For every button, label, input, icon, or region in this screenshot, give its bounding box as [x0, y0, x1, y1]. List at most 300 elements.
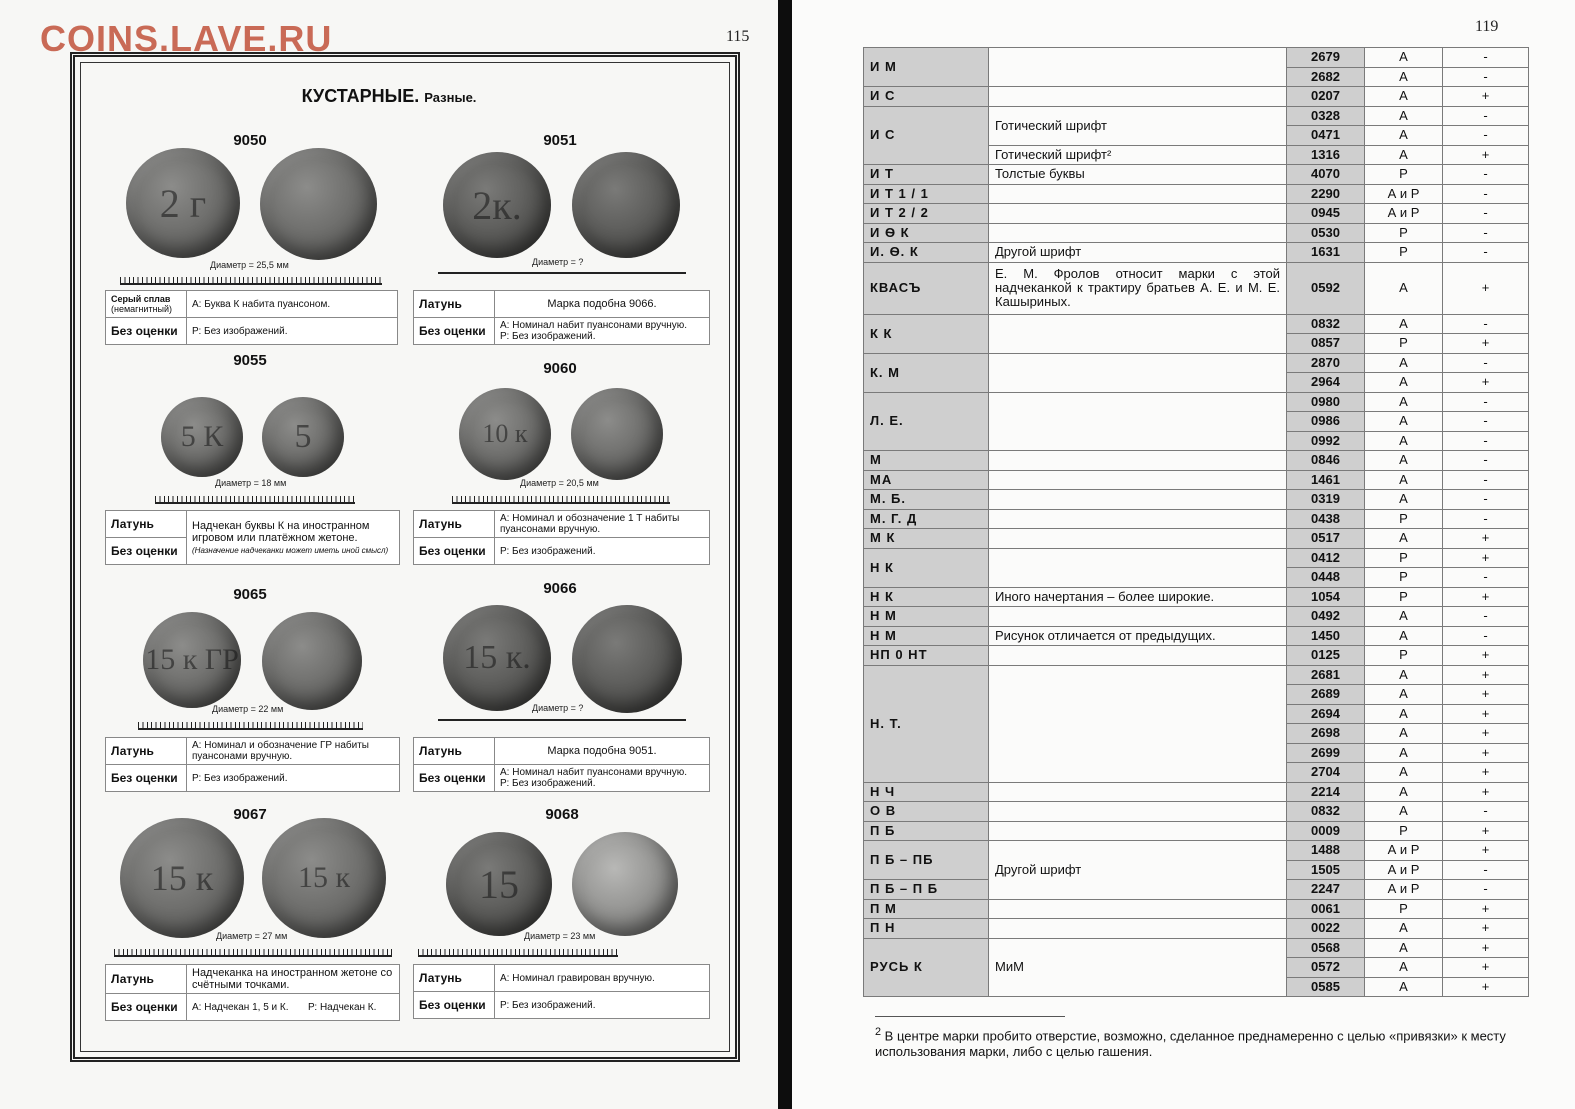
catalog-number-cell: 2698	[1287, 724, 1365, 744]
metal: Латунь	[414, 511, 495, 538]
metal: Латунь	[106, 511, 187, 538]
coin-number: 9065	[233, 586, 267, 603]
type-cell: А	[1365, 373, 1443, 393]
type-cell: Р	[1365, 223, 1443, 243]
coin-obverse: 10 к	[459, 388, 551, 480]
catalog-number-cell: 0945	[1287, 204, 1365, 224]
coin-info-table	[413, 290, 710, 345]
type-cell: А	[1365, 48, 1443, 68]
type-cell: А	[1365, 431, 1443, 451]
mark-cell: И Т 2 / 2	[864, 204, 989, 224]
left-page	[0, 0, 778, 1109]
catalog-number-cell: 4070	[1287, 165, 1365, 185]
table-row	[864, 509, 1529, 529]
coin-number: 9068	[545, 806, 579, 823]
catalog-number-cell: 0207	[1287, 87, 1365, 107]
flag-cell: +	[1443, 665, 1529, 685]
coin-number: 9067	[233, 806, 267, 823]
type-cell: А	[1365, 412, 1443, 432]
type-cell: Р	[1365, 165, 1443, 185]
catalog-number-cell: 0009	[1287, 821, 1365, 841]
type-cell: Р	[1365, 548, 1443, 568]
catalog-number-cell: 2699	[1287, 743, 1365, 763]
type-cell: Р	[1365, 587, 1443, 607]
description-cell	[989, 899, 1287, 919]
description-cell	[989, 223, 1287, 243]
mark-cell: МА	[864, 470, 989, 490]
footnote-divider	[875, 1016, 1065, 1017]
table-row	[864, 353, 1529, 373]
table-row	[864, 165, 1529, 185]
mark-cell: Н. Т.	[864, 665, 989, 782]
flag-cell: +	[1443, 704, 1529, 724]
catalog-number-cell: 2704	[1287, 763, 1365, 783]
mark-cell: Н К	[864, 548, 989, 587]
coin-reverse: 5	[262, 397, 344, 477]
description-cell: Другой шрифт	[989, 841, 1287, 900]
table-row	[864, 821, 1529, 841]
type-cell: А	[1365, 743, 1443, 763]
flag-cell: +	[1443, 548, 1529, 568]
diameter: Диаметр = 23 мм	[524, 931, 596, 941]
description-cell	[989, 48, 1287, 87]
grade: Без оценки	[106, 318, 187, 345]
divider	[438, 719, 686, 721]
table-row	[864, 802, 1529, 822]
mark-cell: КВАСЪ	[864, 262, 989, 314]
coin-reverse	[571, 388, 663, 480]
flag-cell: -	[1443, 802, 1529, 822]
desc-line: Р: Без изображений.	[495, 538, 710, 565]
type-cell: А и Р	[1365, 204, 1443, 224]
type-cell: Р	[1365, 899, 1443, 919]
flag-cell: +	[1443, 145, 1529, 165]
flag-cell: -	[1443, 314, 1529, 334]
flag-cell: +	[1443, 899, 1529, 919]
marks-table	[863, 47, 1529, 997]
type-cell: А	[1365, 106, 1443, 126]
watermark: COINS.LAVE.RU	[40, 18, 333, 59]
description-cell	[989, 802, 1287, 822]
grade: Без оценки	[414, 765, 495, 792]
mark-cell: П Б – П Б	[864, 880, 989, 900]
coin-reverse	[572, 832, 678, 936]
coin-reverse	[260, 148, 377, 260]
diameter: Диаметр = 20,5 мм	[520, 478, 599, 488]
type-cell: А	[1365, 262, 1443, 314]
catalog-number-cell: 0846	[1287, 451, 1365, 471]
desc-line: А: Номинал набит пуансонами вручную. Р: Без изображений.	[495, 318, 710, 345]
catalog-number-cell: 0448	[1287, 568, 1365, 588]
type-cell: Р	[1365, 243, 1443, 263]
metal: Латунь	[414, 291, 495, 318]
grade: Без оценки	[414, 992, 495, 1019]
catalog-number-cell: 1631	[1287, 243, 1365, 263]
flag-cell: -	[1443, 470, 1529, 490]
catalog-number-cell: 2870	[1287, 353, 1365, 373]
diameter: Диаметр = ?	[532, 703, 584, 713]
mark-cell: И М	[864, 48, 989, 87]
catalog-number-cell: 2964	[1287, 373, 1365, 393]
flag-cell: +	[1443, 977, 1529, 997]
flag-cell: -	[1443, 67, 1529, 87]
description-cell: МиМ	[989, 938, 1287, 997]
flag-cell: +	[1443, 334, 1529, 354]
type-cell: А и Р	[1365, 184, 1443, 204]
flag-cell: +	[1443, 646, 1529, 666]
catalog-number-cell: 0572	[1287, 958, 1365, 978]
type-cell: А	[1365, 938, 1443, 958]
coin-number: 9051	[543, 132, 577, 149]
catalog-number-cell: 0061	[1287, 899, 1365, 919]
catalog-number-cell: 0832	[1287, 802, 1365, 822]
mark-cell: М К	[864, 529, 989, 549]
description-cell	[989, 451, 1287, 471]
mark-cell: И С	[864, 106, 989, 165]
type-cell: А	[1365, 724, 1443, 744]
mark-cell: К К	[864, 314, 989, 353]
diameter: Диаметр = 22 мм	[212, 704, 284, 714]
type-cell: А	[1365, 626, 1443, 646]
type-cell: А	[1365, 919, 1443, 939]
type-cell: А	[1365, 87, 1443, 107]
flag-cell: +	[1443, 821, 1529, 841]
table-row	[864, 490, 1529, 510]
catalog-number-cell: 0592	[1287, 262, 1365, 314]
table-row	[864, 919, 1529, 939]
description-cell	[989, 919, 1287, 939]
type-cell: А	[1365, 314, 1443, 334]
table-row	[864, 314, 1529, 334]
table-row	[864, 451, 1529, 471]
flag-cell: -	[1443, 568, 1529, 588]
diameter: Диаметр = 18 мм	[215, 478, 287, 488]
description-cell: Готический шрифт	[989, 106, 1287, 145]
subtitle: Разные.	[424, 90, 477, 105]
desc-line: Р: Без изображений.	[187, 765, 400, 792]
flag-cell: -	[1443, 860, 1529, 880]
page-number: 119	[1475, 18, 1499, 35]
coin-reverse	[572, 605, 682, 713]
metal: Латунь	[414, 965, 495, 992]
catalog-number-cell: 0986	[1287, 412, 1365, 432]
catalog-number-cell: 1488	[1287, 841, 1365, 861]
description-cell	[989, 87, 1287, 107]
coin-obverse: 15 к.	[443, 605, 551, 711]
description-cell: Рисунок отличается от предыдущих.	[989, 626, 1287, 646]
type-cell: А	[1365, 802, 1443, 822]
description-cell	[989, 392, 1287, 451]
type-cell: Р	[1365, 509, 1443, 529]
mark-cell: П Б – ПБ	[864, 841, 989, 880]
flag-cell: -	[1443, 106, 1529, 126]
table-row	[864, 392, 1529, 412]
mark-cell: И Т 1 / 1	[864, 184, 989, 204]
mark-cell: М. Б.	[864, 490, 989, 510]
flag-cell: +	[1443, 587, 1529, 607]
type-cell: А и Р	[1365, 841, 1443, 861]
diameter: Диаметр = 25,5 мм	[210, 260, 289, 270]
flag-cell: -	[1443, 243, 1529, 263]
desc-line: А: Номинал гравирован вручную.	[495, 965, 710, 992]
type-cell: А	[1365, 958, 1443, 978]
coin-obverse: 5 К	[161, 397, 243, 477]
catalog-number-cell: 1461	[1287, 470, 1365, 490]
description-cell	[989, 646, 1287, 666]
description-cell	[989, 665, 1287, 782]
description-cell	[989, 548, 1287, 587]
grade: Без оценки	[106, 994, 187, 1021]
table-row	[864, 243, 1529, 263]
mark-cell: И Ѳ К	[864, 223, 989, 243]
type-cell: А	[1365, 451, 1443, 471]
section-title	[0, 86, 778, 107]
description-cell: Другой шрифт	[989, 243, 1287, 263]
description-cell	[989, 821, 1287, 841]
description-cell	[989, 470, 1287, 490]
type-cell: Р	[1365, 334, 1443, 354]
mark-cell: Л. Е.	[864, 392, 989, 451]
coin-obverse: 15	[446, 832, 552, 936]
ruler	[418, 945, 618, 957]
table-row	[864, 548, 1529, 568]
mark-cell: Н К	[864, 587, 989, 607]
catalog-number-cell: 0857	[1287, 334, 1365, 354]
description-cell	[989, 204, 1287, 224]
type-cell: А	[1365, 685, 1443, 705]
description-cell: Е. М. Фролов относит марки с этой надчеканкой к трактиру братьев А. Е. и М. Е. Кашыриных.	[989, 262, 1287, 314]
flag-cell: +	[1443, 87, 1529, 107]
catalog-number-cell: 1316	[1287, 145, 1365, 165]
type-cell: Р	[1365, 646, 1443, 666]
table-row	[864, 204, 1529, 224]
mark-cell: И Т	[864, 165, 989, 185]
description-cell	[989, 184, 1287, 204]
catalog-number-cell: 0530	[1287, 223, 1365, 243]
catalog-number-cell: 0125	[1287, 646, 1365, 666]
flag-cell: +	[1443, 743, 1529, 763]
type-cell: А	[1365, 392, 1443, 412]
description-cell: Готический шрифт²	[989, 145, 1287, 165]
flag-cell: +	[1443, 938, 1529, 958]
desc-line: Надчекан буквы К на иностранном игровом или платёжном жетоне. (Назначение надчеканки может иметь иной смысл)	[187, 511, 400, 565]
mark-cell: О В	[864, 802, 989, 822]
metal: Латунь	[106, 965, 187, 994]
ruler	[114, 945, 392, 957]
coin-info-table	[105, 510, 400, 565]
desc-line: А: Буква К набита пуансоном.	[187, 291, 398, 318]
flag-cell: +	[1443, 724, 1529, 744]
table-row	[864, 938, 1529, 958]
mark-cell: И С	[864, 87, 989, 107]
description-cell	[989, 782, 1287, 802]
catalog-number-cell: 0832	[1287, 314, 1365, 334]
catalog-number-cell: 2681	[1287, 665, 1365, 685]
diameter: Диаметр = 27 мм	[216, 931, 288, 941]
coin-reverse: 15 к	[262, 818, 386, 938]
mark-cell: П Б	[864, 821, 989, 841]
table-row	[864, 529, 1529, 549]
desc-line: А: Номинал и обозначение 1 Т набиты пуансонами вручную.	[495, 511, 710, 538]
ruler	[452, 492, 670, 504]
type-cell: А и Р	[1365, 880, 1443, 900]
catalog-number-cell: 0438	[1287, 509, 1365, 529]
type-cell: А	[1365, 782, 1443, 802]
right-page	[792, 0, 1575, 1109]
desc-line: А: Надчекан 1, 5 и К. Р: Надчекан К.	[187, 994, 400, 1021]
flag-cell: -	[1443, 607, 1529, 627]
catalog-number-cell: 0585	[1287, 977, 1365, 997]
coin-obverse: 2 г	[126, 148, 240, 258]
type-cell: А	[1365, 490, 1443, 510]
table-row	[864, 782, 1529, 802]
coin-info-table	[105, 737, 400, 792]
metal: Латунь	[106, 738, 187, 765]
catalog-number-cell: 2679	[1287, 48, 1365, 68]
catalog-number-cell: 2290	[1287, 184, 1365, 204]
flag-cell: -	[1443, 626, 1529, 646]
flag-cell: -	[1443, 353, 1529, 373]
catalog-number-cell: 0319	[1287, 490, 1365, 510]
flag-cell: +	[1443, 763, 1529, 783]
catalog-number-cell: 1505	[1287, 860, 1365, 880]
mark-cell: И. Ѳ. К	[864, 243, 989, 263]
table-row	[864, 262, 1529, 314]
desc-line: Марка подобна 9066.	[495, 291, 710, 318]
table-row	[864, 841, 1529, 861]
description-cell	[989, 314, 1287, 353]
type-cell: А	[1365, 67, 1443, 87]
catalog-number-cell: 2682	[1287, 67, 1365, 87]
coin-info-table	[413, 964, 710, 1019]
description-cell: Иного начертания – более широкие.	[989, 587, 1287, 607]
catalog-number-cell: 1054	[1287, 587, 1365, 607]
mark-cell: М. Г. Д	[864, 509, 989, 529]
type-cell: А	[1365, 126, 1443, 146]
catalog-number-cell: 2689	[1287, 685, 1365, 705]
flag-cell: +	[1443, 958, 1529, 978]
catalog-number-cell: 2214	[1287, 782, 1365, 802]
catalog-number-cell: 0022	[1287, 919, 1365, 939]
table-row	[864, 223, 1529, 243]
type-cell: А	[1365, 529, 1443, 549]
catalog-number-cell: 1450	[1287, 626, 1365, 646]
coin-info-table	[413, 510, 710, 565]
flag-cell: +	[1443, 919, 1529, 939]
table-row	[864, 106, 1529, 126]
catalog-number-cell: 0328	[1287, 106, 1365, 126]
coin-reverse	[262, 612, 362, 710]
type-cell: А	[1365, 145, 1443, 165]
page-number: 115	[726, 28, 750, 45]
catalog-number-cell: 0992	[1287, 431, 1365, 451]
flag-cell: -	[1443, 431, 1529, 451]
type-cell: А и Р	[1365, 860, 1443, 880]
flag-cell: -	[1443, 509, 1529, 529]
type-cell: А	[1365, 607, 1443, 627]
table-row	[864, 48, 1529, 68]
type-cell: А	[1365, 977, 1443, 997]
catalog-number-cell: 0471	[1287, 126, 1365, 146]
type-cell: Р	[1365, 568, 1443, 588]
grade: Без оценки	[106, 765, 187, 792]
type-cell: А	[1365, 470, 1443, 490]
footnote: $^2$ В центре марки пробито отверстие, возможно, сделанное преднамеренно с целью «привязки» к месту использования марки, либо с целью гашения.	[875, 1026, 1506, 1060]
ruler	[155, 492, 355, 504]
title: КУСТАРНЫЕ.	[301, 86, 420, 106]
coin-number: 9050	[233, 132, 267, 149]
table-row	[864, 587, 1529, 607]
mark-cell: К. М	[864, 353, 989, 392]
description-cell	[989, 490, 1287, 510]
coin-number: 9055	[233, 352, 267, 369]
mark-cell: Н М	[864, 607, 989, 627]
flag-cell: -	[1443, 451, 1529, 471]
mark-cell: М	[864, 451, 989, 471]
table-row	[864, 665, 1529, 685]
catalog-number-cell: 0568	[1287, 938, 1365, 958]
catalog-number-cell: 0517	[1287, 529, 1365, 549]
flag-cell: -	[1443, 204, 1529, 224]
flag-cell: +	[1443, 841, 1529, 861]
coin-obverse: 15 к ГР	[143, 612, 241, 708]
flag-cell: -	[1443, 412, 1529, 432]
type-cell: Р	[1365, 821, 1443, 841]
book-gutter	[778, 0, 792, 1109]
flag-cell: -	[1443, 223, 1529, 243]
ruler	[120, 273, 382, 285]
mark-cell: НП 0 НТ	[864, 646, 989, 666]
flag-cell: -	[1443, 48, 1529, 68]
grade: Без оценки	[414, 318, 495, 345]
description-cell	[989, 509, 1287, 529]
desc-line: А: Номинал набит пуансонами вручную. Р: Без изображений.	[495, 765, 710, 792]
coin-info-table	[413, 737, 710, 792]
type-cell: А	[1365, 763, 1443, 783]
mark-cell: РУСЬ К	[864, 938, 989, 997]
coin-obverse: 2к.	[443, 152, 551, 258]
metal: Латунь	[414, 738, 495, 765]
mark-cell: Н Ч	[864, 782, 989, 802]
catalog-number-cell: 2247	[1287, 880, 1365, 900]
desc-line: А: Номинал и обозначение ГР набиты пуансонами вручную.	[187, 738, 400, 765]
catalog-number-cell: 0980	[1287, 392, 1365, 412]
desc-line: Марка подобна 9051.	[495, 738, 710, 765]
flag-cell: -	[1443, 126, 1529, 146]
flag-cell: +	[1443, 685, 1529, 705]
description-cell	[989, 607, 1287, 627]
desc-line: Р: Без изображений.	[495, 992, 710, 1019]
metal: Серый сплав (немагнитный)	[106, 291, 187, 318]
flag-cell: -	[1443, 880, 1529, 900]
grade: Без оценки	[414, 538, 495, 565]
flag-cell: +	[1443, 782, 1529, 802]
table-row	[864, 607, 1529, 627]
coin-number: 9060	[543, 360, 577, 377]
mark-cell: П Н	[864, 919, 989, 939]
description-cell	[989, 529, 1287, 549]
flag-cell: +	[1443, 529, 1529, 549]
table-row	[864, 626, 1529, 646]
type-cell: А	[1365, 353, 1443, 373]
flag-cell: -	[1443, 165, 1529, 185]
description-cell	[989, 353, 1287, 392]
catalog-number-cell: 2694	[1287, 704, 1365, 724]
coin-info-table	[105, 964, 400, 1021]
desc-line: Р: Без изображений.	[187, 318, 398, 345]
flag-cell: -	[1443, 184, 1529, 204]
catalog-number-cell: 0412	[1287, 548, 1365, 568]
